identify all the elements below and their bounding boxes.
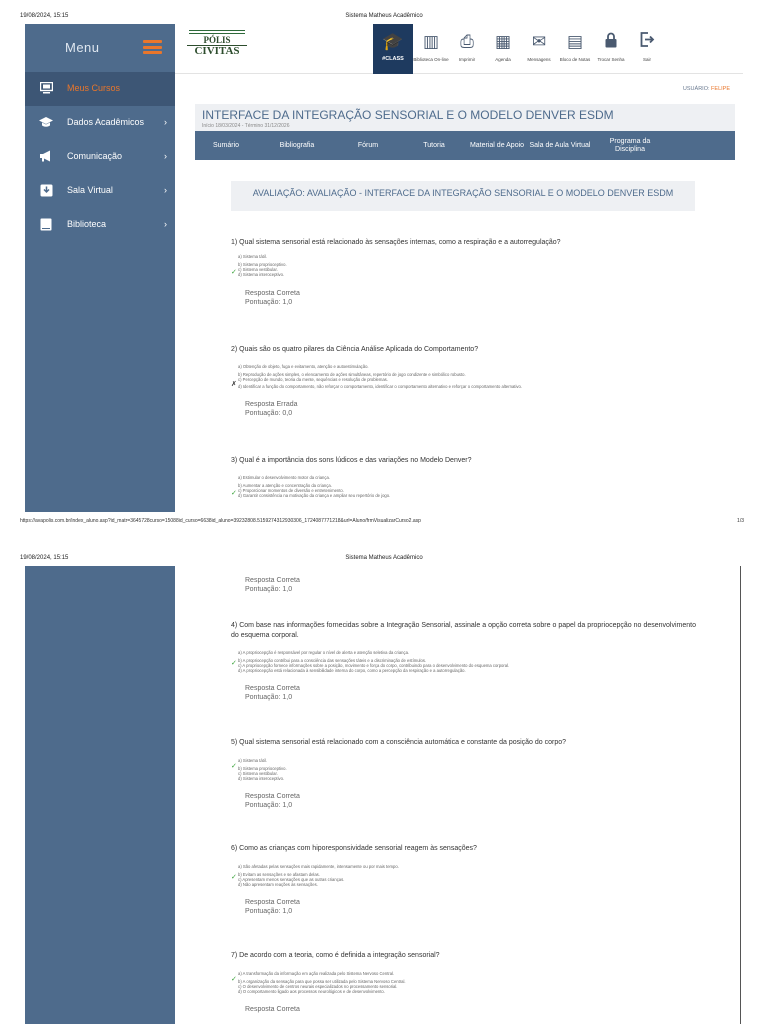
books-icon: ▥ [422,32,440,51]
bloco-de-notas-button[interactable] [557,24,593,74]
option-a: a) Sistema tátil. [238,254,267,259]
tab-tutoria[interactable]: Tutoria [423,141,445,149]
tool-label: Imprimir [458,57,476,62]
option-c: c) O desenvolvimento de centros neurais especializados no processamento sensorial. [238,984,398,989]
option-a: a) A propriocepção é responsável por regular o nível de alerta e atenção seletiva da criança. [238,650,410,655]
user-name: FELIPE [711,86,730,92]
class-button[interactable] [373,24,413,74]
question-text: 7) De acordo com a teoria, como é definida a integração sensorial? [231,952,440,959]
question-1 [231,238,706,307]
tab-sumario[interactable]: Sumário [212,141,240,149]
graduation-cap-icon: 🎓 [382,32,404,51]
check-icon: ✓ [231,269,237,276]
menu-header [25,24,175,72]
score-label: Pontuação: 1,0 [245,908,293,915]
score-label: Pontuação: 1,0 [245,299,293,306]
monitor-icon [39,82,53,95]
sidebar-item-label: Meus Cursos [67,83,121,93]
option-text: d) Garantir consistência na motivação da criança e ampliar seu repertório de jogo. [238,493,391,498]
chevron-right-icon: › [164,117,167,127]
result-label: Resposta Correta [245,899,300,906]
course-title: INTERFACE DA INTEGRAÇÃO SENSORIAL E O MODELO DENVER ESDM [202,108,614,122]
biblioteca-online-button[interactable] [413,24,449,74]
option-c: c) Sistema vestibular. [238,771,278,776]
print-footer [0,518,768,530]
result-label: Resposta Errada [245,401,298,408]
question-7 [231,951,706,1014]
logout-icon [629,32,665,52]
option-text: d) Sistema interoceptivo. [238,272,285,277]
top-toolbar [175,24,743,74]
tab-forum[interactable]: Fórum [357,141,379,149]
option-a: a) Estimular o desenvolvimento motor da criança. [238,475,330,480]
tool-label: Mensagens [527,57,551,62]
question-5 [231,738,706,810]
course-dates: Início 18/03/2024 - Término 31/12/2026 [202,123,290,129]
print-title: Sistema Matheus Acadêmico [345,555,423,561]
option-b: b) Sistema proprioceptivo. [238,262,287,267]
sidebar-item-label: Biblioteca [67,219,107,229]
toolbar-icons [373,24,665,74]
logo-line-2: CIVITAS [187,45,247,57]
hamburger-icon[interactable] [143,40,162,54]
sidebar-item-comunicacao[interactable] [25,140,175,174]
option-a: a) Obtenção de objeto, fuga e evitamento, atenção e autoestimulação. [238,364,369,369]
sidebar [25,566,175,1024]
printer-icon: ⎙ [460,32,474,51]
course-header [195,104,735,160]
option-c: c) Percepção de mundo, teoria da mente, sequências e resolução de problemas. [238,377,388,382]
score-label: Pontuação: 0,0 [245,410,293,417]
sidebar-item-sala-virtual[interactable] [25,174,175,208]
print-header [0,0,768,24]
book-icon [39,218,53,231]
question-3 [231,456,706,498]
chevron-right-icon: › [164,151,167,161]
option-a: a) A transformação da informação em ação realizada pelo Sistema Nervoso Central. [238,971,395,976]
check-icon: ✓ [231,763,237,770]
result-label: Resposta Correta [245,1006,300,1013]
imprimir-button[interactable] [449,24,485,74]
option-text: b) A organização da sensação para que possa ser utilizada pelo Sistema Nervoso Central. [238,979,406,984]
question-4 [231,621,696,702]
option-c: c) Sistema vestibular. [238,267,278,272]
tool-label: Trocar Senha [597,57,625,62]
result-label: Resposta Correta [245,685,300,692]
option-d: d) A propriocepção está relacionada à sensibilidade interna do corpo, como a percepção da respiração e a autorregulação. [238,668,466,673]
print-title: Sistema Matheus Acadêmico [345,13,423,19]
check-icon: ✓ [231,874,237,881]
option-b: b) Evitam as sensações e se afastam delas. [238,872,320,877]
option-text: d) Identificar a função do comportamento, não reforçar o comportamento, identificar o comportamento alternativo e reforçar o comportamento alternativo. [238,384,522,389]
option-b: b) A propriocepção contribui para a consciência das sensações táteis e a discriminação de estímulos. [238,658,427,663]
option-b: b) Aumentar a atenção e concentração da criança. [238,483,332,488]
score-label: Pontuação: 1,0 [245,802,293,809]
calendar-icon: ▦ [494,32,512,51]
sidebar-item-meus-cursos[interactable] [25,72,175,106]
tab-material-de-apoio[interactable]: Material de Apoio [469,141,525,149]
sidebar-item-label: Sala Virtual [67,185,113,195]
question-2 [231,345,706,418]
sidebar-item-label: Dados Acadêmicos [67,117,145,127]
option-d: d) O comportamento ligado aos processos neurológicos e de desenvolvimento. [238,989,385,994]
question-text: 6) Como as crianças com hiporesponsividade sensorial reagem às sensações? [231,845,477,852]
sair-button[interactable] [629,24,665,74]
question-3-result [231,576,706,594]
course-tabs [195,131,735,160]
tool-label: Bloco de Notas [559,57,591,62]
tool-label: #CLASS [382,56,404,62]
mensagens-button[interactable] [521,24,557,74]
tab-programa-da-disciplina[interactable]: Programa da Disciplina [609,137,651,153]
result-label: Resposta Correta [245,290,300,297]
user-label: USUÁRIO: [682,86,710,92]
print-url: https://avapolis.com.br/index_aluno.asp?id_matr=3645728curso=15088id_curso=6638id_aluno=39232808.5159274312930306_1724087771218&url=Aluno/frmVisualizarCurso2.asp [20,518,421,524]
option-d [231,381,706,389]
envelope-icon: ✉ [531,32,547,51]
trocar-senha-button[interactable] [593,24,629,74]
option-c: c) Proporcionar momentos de diversão e entretenimento. [238,488,344,493]
option-text: c) A propriocepção fornece informações sobre a posição, movimento e força do corpo, contribuindo para o desenvolvimento do esquema corporal. [238,663,510,668]
check-icon: ✓ [231,976,237,983]
option-text: c) Apresentam menos sensações que as outras crianças. [238,877,345,882]
graduation-cap-icon [39,116,53,129]
sidebar [25,24,175,512]
result-label: Resposta Correta [245,793,300,800]
polis-civitas-logo[interactable] [187,30,247,66]
download-box-icon [39,184,53,197]
logo-line-1: PÓLIS [203,35,231,45]
option-d: d) Não apresentam reações às sensações. [238,882,318,887]
score-label: Pontuação: 1,0 [245,586,293,593]
user-info [175,86,730,92]
print-date: 19/08/2024, 15:15 [20,13,69,19]
tool-label: Biblioteca On-line [413,57,449,62]
x-mark-icon: ✗ [231,381,237,388]
tool-label: Sair [642,57,651,62]
option-b: b) Reprodução de ações simples, o elencamento de ações simultâneas, repertório de jogo condizente e simbólico robusto. [238,372,466,377]
check-icon: ✓ [231,660,237,667]
content-border [740,566,741,1024]
sidebar-item-label: Comunicação [67,151,123,161]
score-label: Pontuação: 1,0 [245,694,293,701]
option-text: b) Sistema proprioceptivo. [238,766,287,771]
option-a: a) Sistema tátil. [238,758,267,763]
menu-label: Menu [65,40,100,55]
agenda-button[interactable] [485,24,521,74]
sidebar-item-biblioteca[interactable] [25,208,175,242]
megaphone-icon [39,150,53,163]
print-page-number: 1/3 [737,518,744,524]
print-page-2 [0,550,768,1024]
option-a: a) São afetadas pelas sensações mais rapidamente, intensamente ou por mais tempo. [238,864,399,869]
tab-bibliografia[interactable]: Bibliografia [279,141,315,149]
chevron-right-icon: › [164,219,167,229]
question-text: 1) Qual sistema sensorial está relacionado às sensações internas, como a respiração e a autorregulação? [231,239,561,246]
check-icon: ✓ [231,490,237,497]
question-6 [231,844,706,916]
sidebar-item-dados-academicos[interactable] [25,106,175,140]
chevron-right-icon: › [164,185,167,195]
question-text: 3) Qual é a importância dos sons lúdicos e das variações no Modelo Denver? [231,457,472,464]
print-date: 19/08/2024, 15:15 [20,555,69,561]
question-text: 4) Com base nas informações fornecidas sobre a Integração Sensorial, assinale a opção correta sobre o papel da propriocepção no desenvolvimento do esquema corporal. [231,622,696,639]
option-d: d) Sistema interoceptivo. [238,776,285,781]
notepad-icon: ▤ [566,32,584,51]
question-text: 5) Qual sistema sensorial está relacionado com a consciência automática e constante da posição do corpo? [231,739,567,746]
question-text: 2) Quais são os quatro pilares da Ciência Análise Aplicada do Comportamento? [231,346,479,353]
lock-icon [593,32,629,53]
result-label: Resposta Correta [245,577,300,584]
evaluation-title: AVALIAÇÃO: AVALIAÇÃO - INTERFACE DA INTEGRAÇÃO SENSORIAL E O MODELO DENVER ESDM [231,181,695,211]
tab-sala-de-aula-virtual[interactable]: Sala de Aula Virtual [529,141,591,149]
tool-label: Agenda [495,57,511,62]
